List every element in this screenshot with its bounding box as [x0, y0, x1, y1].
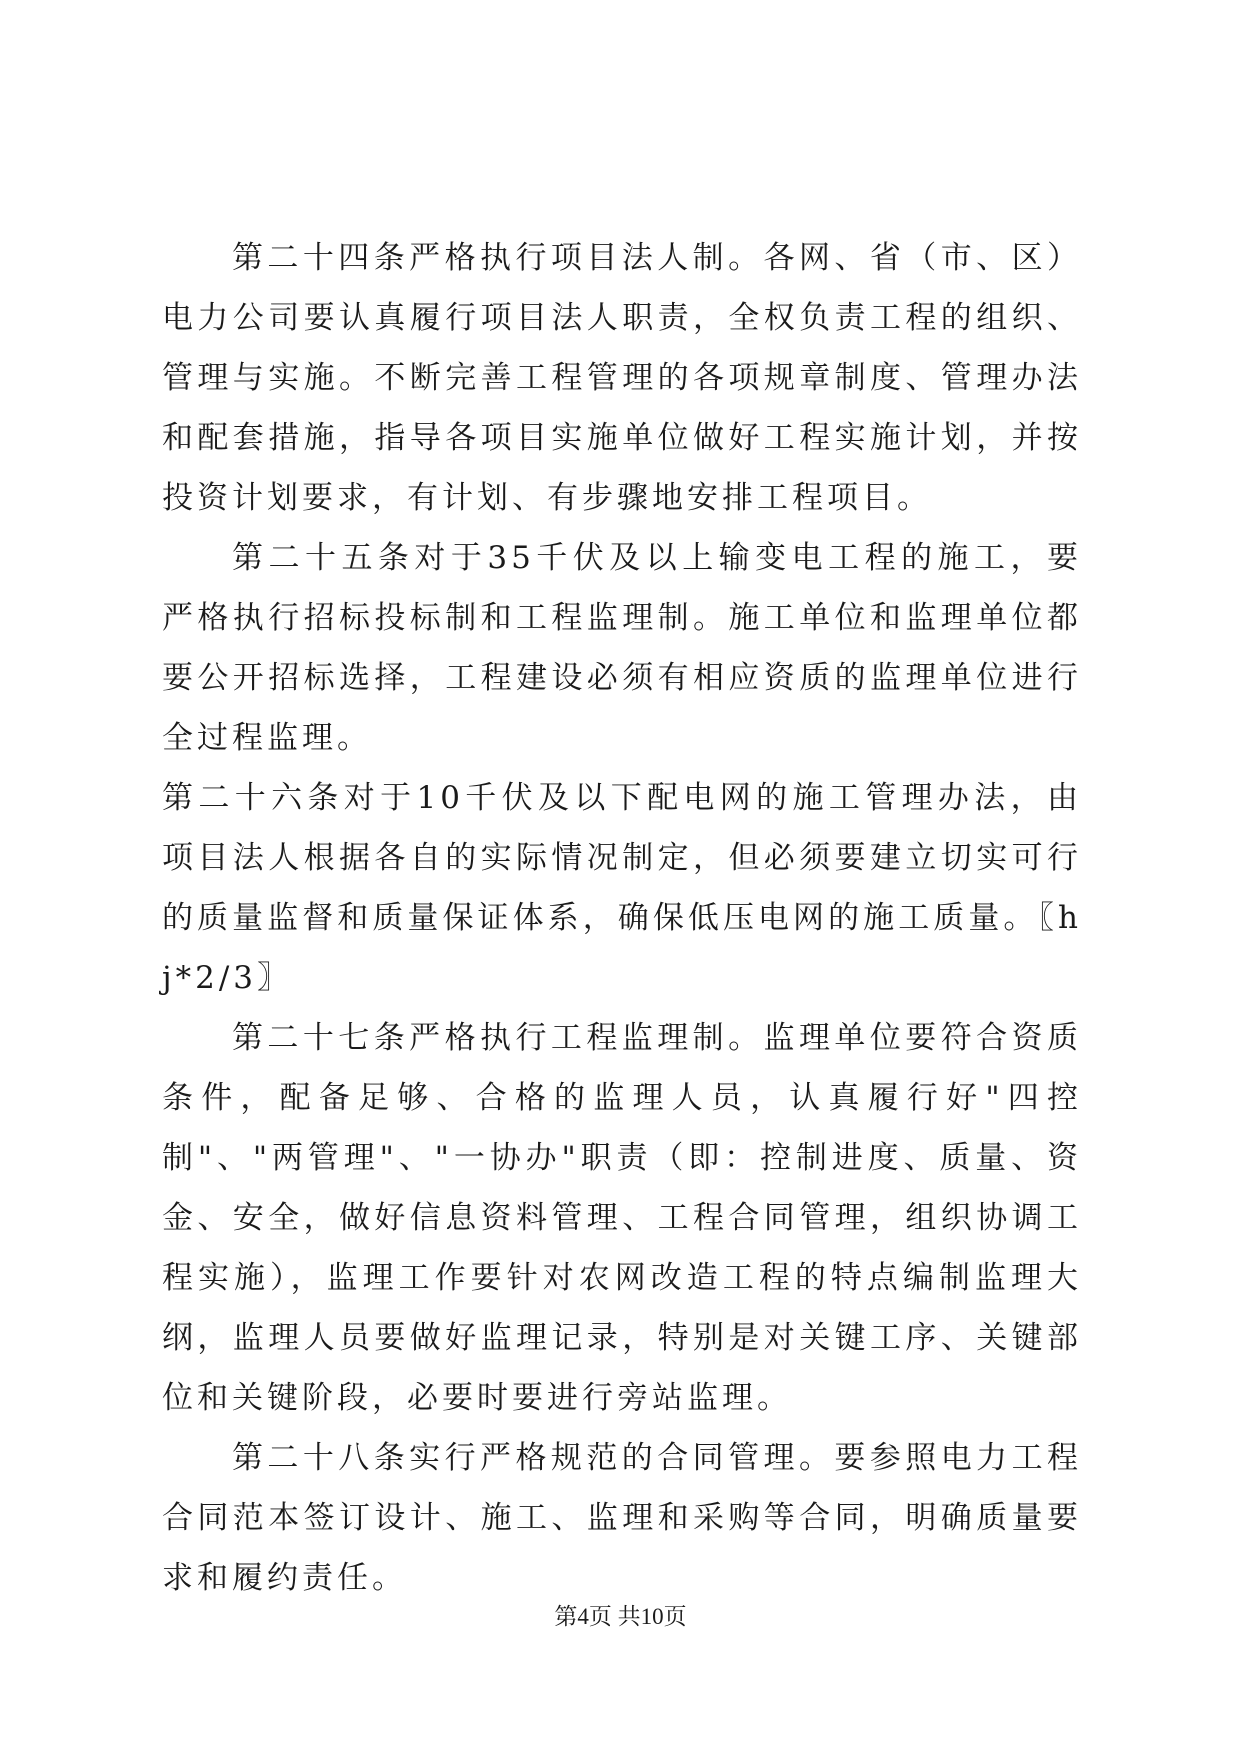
paragraph-article-26: 第二十六条对于10千伏及以下配电网的施工管理办法，由项目法人根据各自的实际情况制定，但必须要建立切实可行的质量监督和质量保证体系，确保低压电网的施工质量。〖hj*2/3〗	[162, 780, 1082, 996]
paragraph-article-28: 第二十八条实行严格规范的合同管理。要参照电力工程合同范本签订设计、施工、监理和采购等合同，明确质量要求和履约责任。	[162, 1440, 1082, 1596]
paragraph-article-24: 第二十四条严格执行项目法人制。各网、省（市、区）电力公司要认真履行项目法人职责，全权负责工程的组织、管理与实施。不断完善工程管理的各项规章制度、管理办法和配套措施，指导各项目实施单位做好工程实施计划，并按投资计划要求，有计划、有步骤地安排工程项目。	[162, 240, 1082, 516]
document-body	[162, 228, 1082, 1608]
paragraph-article-27: 第二十七条严格执行工程监理制。监理单位要符合资质条件，配备足够、合格的监理人员，认真履行好"四控制"、"两管理"、"一协办"职责（即：控制进度、质量、资金、安全，做好信息资料管理、工程合同管理，组织协调工程实施），监理工作要针对农网改造工程的特点编制监理大纲，监理人员要做好监理记录，特别是对关键工序、关键部位和关键阶段，必要时要进行旁站监理。	[162, 1020, 1082, 1416]
paragraph-article-25: 第二十五条对于35千伏及以上输变电工程的施工，要严格执行招标投标制和工程监理制。施工单位和监理单位都要公开招标选择，工程建设必须有相应资质的监理单位进行全过程监理。	[162, 540, 1082, 756]
page-number-footer: 第4页 共10页	[554, 1604, 687, 1629]
